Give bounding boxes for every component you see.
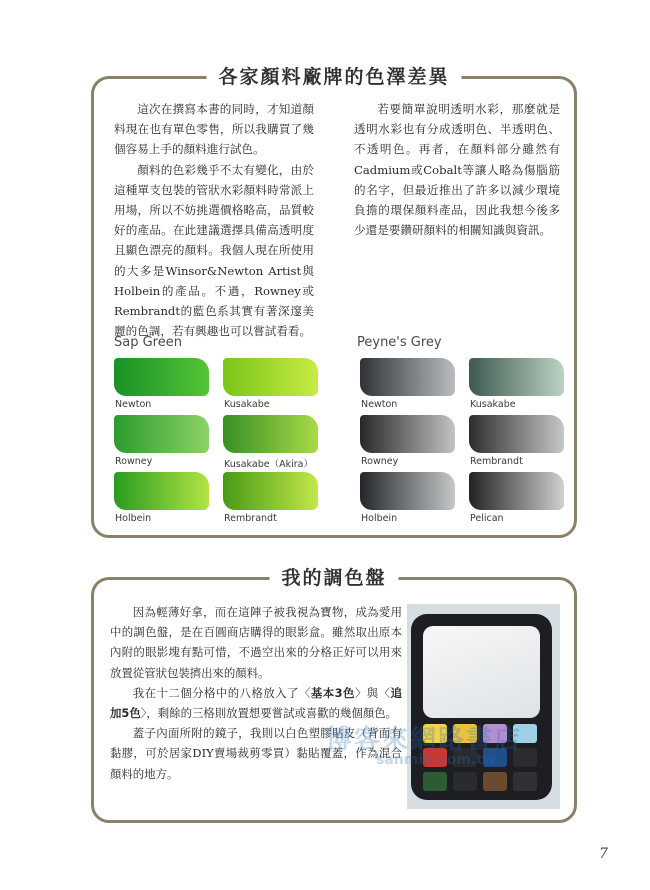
paragraph: 蓋子內面所附的鏡子，我則以白色塑膠貼皮（背面有黏膠，可於居家DIY賣場裁剪零買）黏貼覆蓋，作為混合顏料的地方。 — [110, 726, 402, 781]
color-swatch — [469, 472, 564, 510]
paint-well — [483, 772, 507, 791]
paragraph: 顏料的色彩幾乎不太有變化，由於這種單支包裝的管狀水彩顏料時常派上用場，所以不妨挑選價格略高，品質較好的產品。在此建議選擇具備高透明度且顯色漂亮的顏料。我個人現在所使用的大多是Winsor&Newton Artist與Holbein的產品。不過，Rowney或Rembrandt的藍色系其實有著深邃美麗的色調，若有興趣也可以嘗試看看。 — [114, 162, 314, 339]
color-swatch — [223, 415, 318, 453]
highlight-basic-colors: 基本3色 — [310, 685, 355, 700]
watermark-url: sanmin.com.tw — [376, 752, 496, 768]
swatch-label: Newton — [361, 399, 398, 410]
watermark — [326, 727, 522, 767]
swatch-label: Rembrandt — [224, 513, 277, 524]
color-swatch — [114, 472, 209, 510]
swatch-label: Newton — [115, 399, 152, 410]
swatch-label: Rowney — [361, 456, 399, 467]
swatch-label: Holbein — [115, 513, 152, 524]
section-title: 各家顏料廠牌的色澤差異 — [206, 63, 461, 91]
swatch-label: Pelican — [470, 513, 504, 524]
section-my-palette — [91, 567, 577, 823]
paint-well — [513, 772, 537, 791]
swatch-label: Rembrandt — [470, 456, 523, 467]
paragraph — [110, 683, 402, 723]
paragraph: 因為輕薄好拿，而在這陣子被我視為寶物，成為愛用中的調色盤，是在百圓商店購得的眼影盒。雖然取出原本內附的眼影塊有點可惜，不過空出來的分格正好可以用來放置從管狀包裝擠出來的顏料。 — [110, 605, 402, 680]
color-swatch — [114, 358, 209, 396]
text-column-left — [114, 99, 314, 341]
swatch-label: Kusakabe — [470, 399, 516, 410]
color-swatch — [360, 358, 455, 396]
swatch-label: Rowney — [115, 456, 153, 467]
section-color-differences — [91, 66, 577, 538]
color-swatch — [469, 415, 564, 453]
palette-case — [411, 614, 552, 800]
swatch-group-title-sap-green: Sap Green — [114, 335, 182, 350]
palette-lid-white — [423, 626, 540, 718]
watermark-name: 博客來網路書店 — [326, 725, 523, 755]
color-swatch — [223, 472, 318, 510]
swatch-label: Holbein — [361, 513, 398, 524]
text-run: 〉，剩餘的三格則放置想要嘗試或喜歡的幾個顏色。 — [140, 706, 398, 721]
paragraph: 這次在撰寫本書的同時，才知道顏料現在也有單色零售，所以我購買了幾個容易上手的顏料進行試色。 — [114, 102, 314, 157]
swatch-group-title-paynes-grey: Peyne's Grey — [357, 335, 442, 350]
page-number: 7 — [599, 846, 608, 862]
color-swatch — [223, 358, 318, 396]
palette-photo — [407, 604, 560, 809]
color-swatch — [114, 415, 209, 453]
text-column-right — [354, 99, 560, 240]
section-title: 我的調色盤 — [269, 564, 398, 592]
paragraph: 若要簡單說明透明水彩，那麼就是透明水彩也有分成透明色、半透明色、不透明色。再者，在顏料部分雖然有Cadmium或Cobalt等讓人略為傷腦筋的名字，但最近推出了許多以減少環境負擔的環保顏料產品，因此我想今後多少還是要鑽研顏料的相關知識與資訊。 — [354, 102, 560, 238]
paint-well — [453, 772, 477, 791]
highlight-extra-colors: 追加5色 — [110, 685, 402, 721]
swatch-label: Kusakabe（Akira） — [224, 459, 313, 470]
paint-well — [423, 772, 447, 791]
swatch-label: Kusakabe — [224, 399, 270, 410]
color-swatch — [360, 415, 455, 453]
text-run: 我在十二個分格中的八格放入了〈 — [132, 685, 311, 700]
color-swatch — [360, 472, 455, 510]
color-swatch — [469, 358, 564, 396]
text-run: 〉與〈 — [354, 685, 391, 700]
